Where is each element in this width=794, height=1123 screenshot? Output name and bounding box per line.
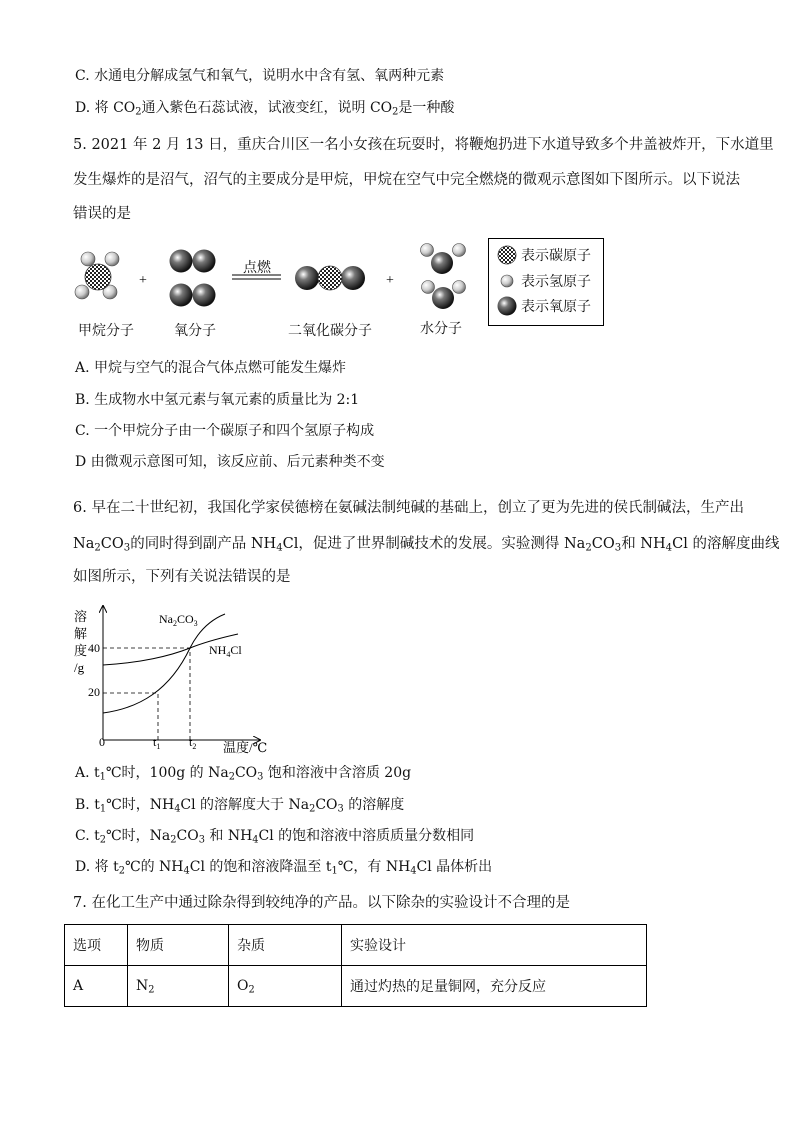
cell-substance: $N_2$ [128, 966, 229, 1007]
guide-line-t1 [103, 693, 158, 740]
y-label-char: /g [74, 660, 85, 675]
y-label-char: 解 [74, 626, 88, 641]
methane-label: 甲烷分子 [78, 323, 134, 339]
co2-molecule [295, 266, 365, 290]
cell-option: A [65, 966, 128, 1007]
header-cell: 选项 [65, 925, 128, 966]
reaction-condition: 点燃 [243, 260, 271, 276]
q5-option-b: B. 生成物水中氢元素与氧元素的质量比为 2:1 [75, 392, 360, 408]
y-tick-40: 40 [88, 641, 100, 655]
series-label-na2co3: $Na_2CO_3$ [159, 612, 198, 628]
water-label: 水分子 [420, 321, 462, 337]
y-tick-20: 20 [88, 685, 100, 699]
cell-design: 通过灼热的足量铜网，充分反应 [342, 966, 647, 1007]
legend-oxygen-label: 表示氧原子 [521, 299, 591, 315]
q5-option-c: C. 一个甲烷分子由一个碳原子和四个氢原子构成 [75, 423, 375, 439]
water-molecules [421, 244, 466, 310]
co2-label: 二氧化碳分子 [288, 323, 372, 339]
q5-stem-line1: 5. 2021 年 2 月 13 日，重庆合川区一名小女孩在玩耍时，将鞭炮扔进下水道导致多个井盖被炸开，下水道里 [73, 137, 774, 153]
q5-stem-line2: 发生爆炸的是沼气，沼气的主要成分是甲烷，甲烷在空气中完全燃烧的微观示意图如下图所示。以下说法 [73, 172, 740, 188]
atom-legend [488, 238, 604, 326]
oxygen-atom-icon [497, 296, 517, 316]
header-cell: 杂质 [229, 925, 342, 966]
methane-molecule [75, 252, 119, 299]
table-header-row [65, 925, 647, 966]
q6-stem-line2: $Na_2CO_3$的同时得到副产品 $NH_4Cl$，促进了世界制碱技术的发展。实验测得 $Na_2CO_3$和 $NH_4Cl$ 的溶解度曲线 [73, 536, 780, 554]
q6-stem-line1: 6. 早在二十世纪初，我国化学家侯德榜在氨碱法制纯碱的基础上，创立了更为先进的侯氏制碱法，生产出 [73, 500, 744, 516]
table-row [65, 966, 647, 1007]
plus-sign: + [139, 273, 147, 288]
q5-stem-line3: 错误的是 [73, 206, 131, 222]
q6-option-d: D. 将 $t_2℃$的 $NH_4Cl$ 的饱和溶液降温至 $t_1℃$，有 $NH_4Cl$ 晶体析出 [75, 859, 493, 877]
carbon-atom-icon [497, 245, 517, 265]
y-label-char: 度 [74, 643, 88, 658]
cell-impurity: $O_2$ [229, 966, 342, 1007]
x-axis-label: 温度/℃ [223, 740, 268, 755]
header-cell: 实验设计 [342, 925, 647, 966]
q4-option-c: C. 水通电分解成氢气和氧气，说明水中含有氢、氧两种元素 [75, 68, 445, 84]
q7-table [64, 924, 647, 1007]
legend-hydrogen-label: 表示氢原子 [521, 274, 591, 290]
origin-label: 0 [99, 735, 105, 749]
hydrogen-atom-icon [497, 271, 517, 291]
x-tick-t1: $t_1$ [153, 735, 161, 751]
q5-option-d: D 由微观示意图可知，该反应前、后元素种类不变 [75, 454, 385, 470]
plus-sign: + [386, 273, 394, 288]
x-tick-t2: $t_2$ [189, 735, 197, 751]
q6-option-a: A. $t_1℃$时，100g 的 $Na_2CO_3$ 饱和溶液中含溶质 20g [75, 765, 412, 783]
solubility-chart [60, 600, 290, 760]
header-cell: 物质 [128, 925, 229, 966]
oxygen-molecules [170, 250, 216, 307]
q4-option-d: D. 将 $CO_2$通入紫色石蕊试液，试液变红，说明 $CO_2$是一种酸 [75, 100, 455, 118]
q6-stem-line3: 如图所示，下列有关说法错误的是 [73, 569, 291, 585]
q6-option-c: C. $t_2℃$时，$Na_2CO_3$ 和 $NH_4Cl$ 的饱和溶液中溶质质量分数相同 [75, 828, 475, 846]
q5-option-a: A. 甲烷与空气的混合气体点燃可能发生爆炸 [75, 360, 347, 376]
q6-option-b: B. $t_1℃$时，$NH_4Cl$ 的溶解度大于 $Na_2CO_3$ 的溶解度 [75, 797, 405, 815]
legend-carbon-label: 表示碳原子 [521, 248, 591, 264]
oxygen-label: 氧分子 [174, 323, 216, 339]
y-label-char: 溶 [74, 609, 88, 624]
series-label-nh4cl: $NH_4Cl$ [209, 643, 242, 659]
guide-line-t2 [103, 648, 190, 740]
q7-stem: 7. 在化工生产中通过除杂得到较纯净的产品。以下除杂的实验设计不合理的是 [73, 895, 570, 911]
